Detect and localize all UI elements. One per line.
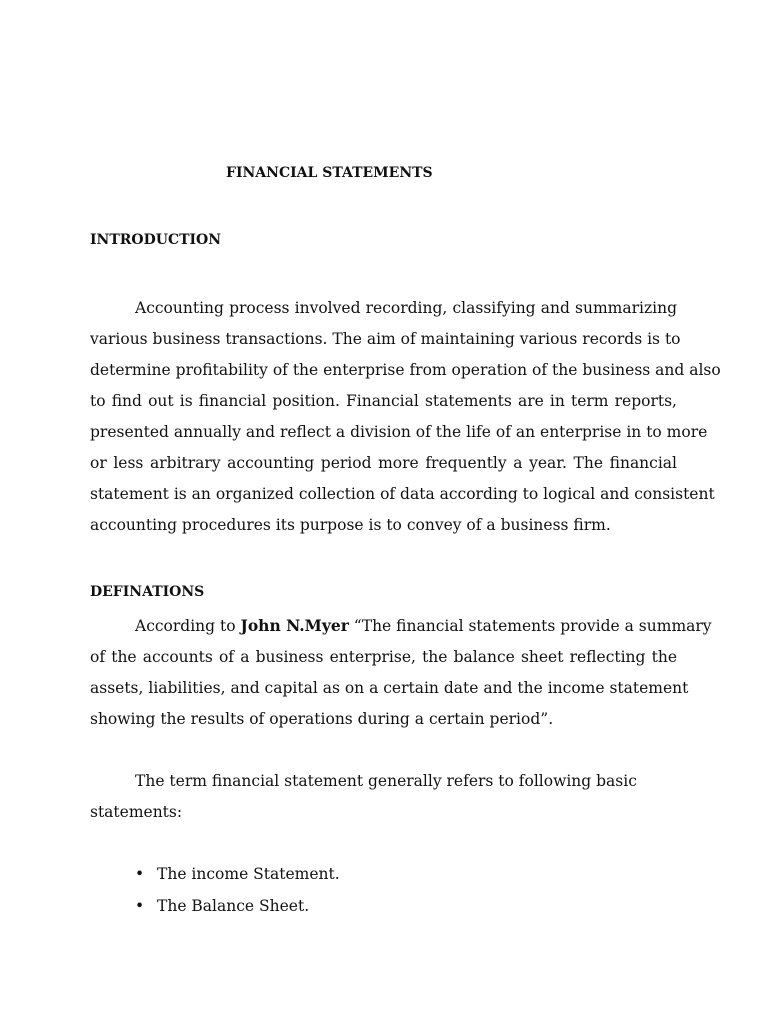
- bullet-icon: •: [135, 897, 145, 915]
- document-title: FINANCIAL STATEMENTS: [226, 165, 433, 181]
- intro-line: various business transactions. The aim of maintaining various records is to: [90, 330, 681, 348]
- author-name: John N.Myer: [240, 616, 349, 635]
- introduction-heading: INTRODUCTION: [90, 232, 222, 248]
- intro-line: Accounting process involved recording, classifying and summarizing: [135, 299, 677, 317]
- term-line: statements:: [90, 803, 183, 821]
- intro-line: presented annually and reflect a division of the life of an enterprise in to more: [90, 423, 708, 441]
- definition-line: assets, liabilities, and capital as on a certain date and the income statement: [90, 679, 689, 697]
- bullet-list-item: [135, 864, 340, 884]
- intro-line: statement is an organized collection of data according to logical and consistent: [90, 485, 715, 503]
- definition-line: of the accounts of a business enterprise, the balance sheet reflecting the: [90, 648, 677, 666]
- bullet-text: The income Statement.: [157, 865, 340, 883]
- definition-first-line: [135, 616, 712, 636]
- intro-line: to find out is financial position. Financial statements are in term reports,: [90, 392, 677, 410]
- intro-line: accounting procedures its purpose is to convey of a business firm.: [90, 516, 611, 534]
- definition-line: showing the results of operations during a certain period”.: [90, 710, 554, 728]
- bullet-list-item: [135, 896, 309, 916]
- intro-line: determine profitability of the enterprise from operation of the business and also: [90, 361, 721, 379]
- term-line: The term financial statement generally refers to following basic: [135, 772, 637, 790]
- definition-prefix: According to: [135, 617, 241, 635]
- intro-line: or less arbitrary accounting period more frequently a year. The financial: [90, 454, 677, 472]
- definition-quote-start: “The financial statements provide a summary: [348, 617, 712, 635]
- definitions-heading: DEFINATIONS: [90, 584, 205, 600]
- bullet-text: The Balance Sheet.: [157, 897, 310, 915]
- bullet-icon: •: [135, 865, 145, 883]
